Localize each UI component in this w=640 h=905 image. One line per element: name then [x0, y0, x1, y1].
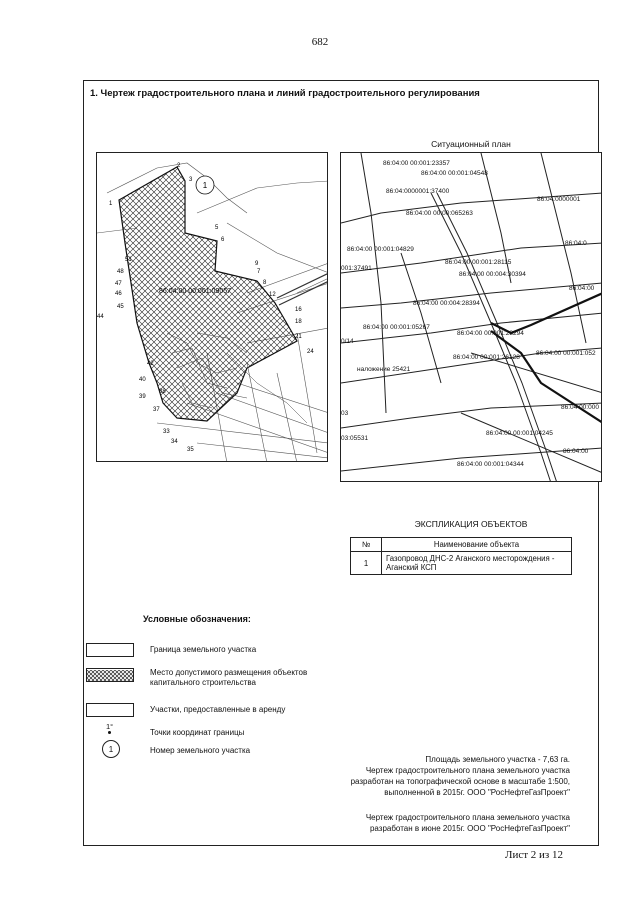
situation-label: 86:04 00:000 [561, 404, 599, 411]
situation-label: 86:04:00 00:001:052 [536, 350, 596, 357]
situation-label: 03 [341, 410, 349, 417]
note-line: Чертеж градостроительного плана земельного участка [365, 813, 570, 822]
situation-label: 86:04:00 00:001:04344 [457, 461, 524, 468]
situation-label: 86:04:00 00:004:30394 [459, 271, 526, 278]
situation-label: 86:04:0000001 [537, 196, 581, 203]
explication-title: ЭКСПЛИКАЦИЯ ОБЪЕКТОВ [414, 519, 528, 529]
situation-label: 86:04:00 00:001:05267 [363, 324, 430, 331]
situation-label: 86:04:00 [569, 285, 595, 292]
point-label: 1 [109, 201, 113, 207]
point-label: 48 [117, 269, 124, 275]
legend-boundary-label: Граница земельного участка [150, 645, 257, 654]
point-label: 18 [295, 319, 302, 325]
situation-label: 0/14 [341, 338, 354, 345]
legend-hatch-swatch [86, 668, 134, 682]
sheet-label: Лист 2 из 12 [505, 849, 564, 861]
legend-boundary-swatch [86, 643, 134, 657]
column-header-name: Наименование объекта [382, 538, 572, 552]
situation-label: 001:37491 [341, 265, 372, 272]
legend-circle-label: Номер земельного участка [150, 746, 251, 755]
situation-label: 86:04:00 00:001:04829 [347, 246, 414, 253]
point-label: 38 [159, 389, 166, 395]
situation-label: 86:04:00 00:001:04245 [486, 430, 553, 437]
point-label: 12 [269, 292, 276, 298]
note-line: Чертеж градостроительного плана земельного участка [365, 766, 570, 775]
point-label: 7 [257, 269, 261, 275]
page-number: 682 [311, 36, 329, 48]
situation-label: 86:04:00 [563, 448, 589, 455]
point-label: 47 [115, 281, 122, 287]
point-label: 37 [153, 407, 160, 413]
point-label: 2 [177, 163, 181, 169]
parcel-cadastral-label: 86:04:00 00:001:09057 [159, 288, 232, 295]
legend-lease-swatch [86, 703, 134, 717]
legend-lease-label: Участки, предоставленные в аренду [150, 705, 286, 714]
note-line: разработан в июне 2015г. ООО "РосНефтеГазПроект" [369, 824, 570, 833]
section-title: 1. Чертеж градостроительного плана и линий градостроительного регулирования [90, 88, 480, 99]
point-label: 16 [295, 307, 302, 313]
cadastral-drawing-svg [97, 153, 328, 462]
situation-label: 86:04:00 00:00:065263 [406, 210, 473, 217]
explication-table [350, 537, 572, 575]
situation-label: 03:05531 [341, 435, 369, 442]
situation-label: 86:04:00 00:001:26128 [453, 354, 520, 361]
point-label: 6 [221, 237, 225, 243]
hatch-pattern-icon [87, 670, 133, 682]
point-label: 42 [147, 361, 154, 367]
point-label: 45 [117, 304, 124, 310]
point-label: 46 [115, 291, 122, 297]
pipeline-corridor [277, 273, 328, 305]
note-line: разработан на топографической основе в масштабе 1:500, [350, 777, 570, 786]
point-label: 8 [263, 280, 267, 286]
situation-plan-svg [341, 153, 602, 482]
parcel-number: 1 [202, 181, 208, 190]
table-header-row [351, 538, 572, 552]
parcel-number-circle-icon: 1 [102, 740, 120, 758]
situation-label: 86:04:00 00:001:28294 [457, 330, 524, 337]
cadastral-drawing [96, 152, 328, 462]
situation-labels [341, 160, 599, 468]
row-number: 1 [351, 552, 382, 575]
point-label: 34 [171, 439, 178, 445]
legend-title: Условные обозначения: [143, 614, 251, 624]
situation-plan [340, 152, 602, 482]
point-label: 40 [139, 377, 146, 383]
point-label: 44 [97, 314, 104, 320]
point-label: 21 [295, 334, 302, 340]
situation-label: 86:04:00 00:001:04548 [421, 170, 488, 177]
legend-point-label: Точки координат границы [150, 728, 245, 737]
row-name: Газопровод ДНС-2 Аганского месторождения - Аганский КСП [382, 552, 572, 575]
point-label: 3 [189, 177, 193, 183]
boundary-point-icon [108, 731, 111, 734]
note-line: выполненной в 2015г. ООО "РосНефтеГазПроект" [384, 788, 570, 797]
point-label: 35 [187, 447, 194, 453]
situation-plan-title: Ситуационный план [431, 139, 511, 149]
point-label: 24 [307, 349, 314, 355]
situation-label: наложение 25421 [357, 366, 411, 373]
legend-point-symbol: 1° [106, 722, 114, 731]
legend-hatch-label: Место допустимого размещения объектов капитального строительства [150, 668, 308, 687]
table-row [351, 552, 572, 575]
situation-label: 86:04:00 00:004:28394 [413, 300, 480, 307]
point-label: 33 [163, 429, 170, 435]
column-header-number: № [351, 538, 382, 552]
situation-label: 86:04:00 00:001:23357 [383, 160, 450, 167]
situation-label: 86:04:00 00:001:28115 [445, 259, 512, 266]
point-label: 39 [139, 394, 146, 400]
area-note: Площадь земельного участка - 7,63 га. [425, 755, 570, 764]
point-label: 9 [255, 261, 259, 267]
point-label: 51 [125, 257, 132, 263]
situation-label: 86:04:0 [565, 240, 587, 247]
situation-label: 86:04:0000001:37400 [386, 188, 450, 195]
point-label: 5 [215, 225, 219, 231]
